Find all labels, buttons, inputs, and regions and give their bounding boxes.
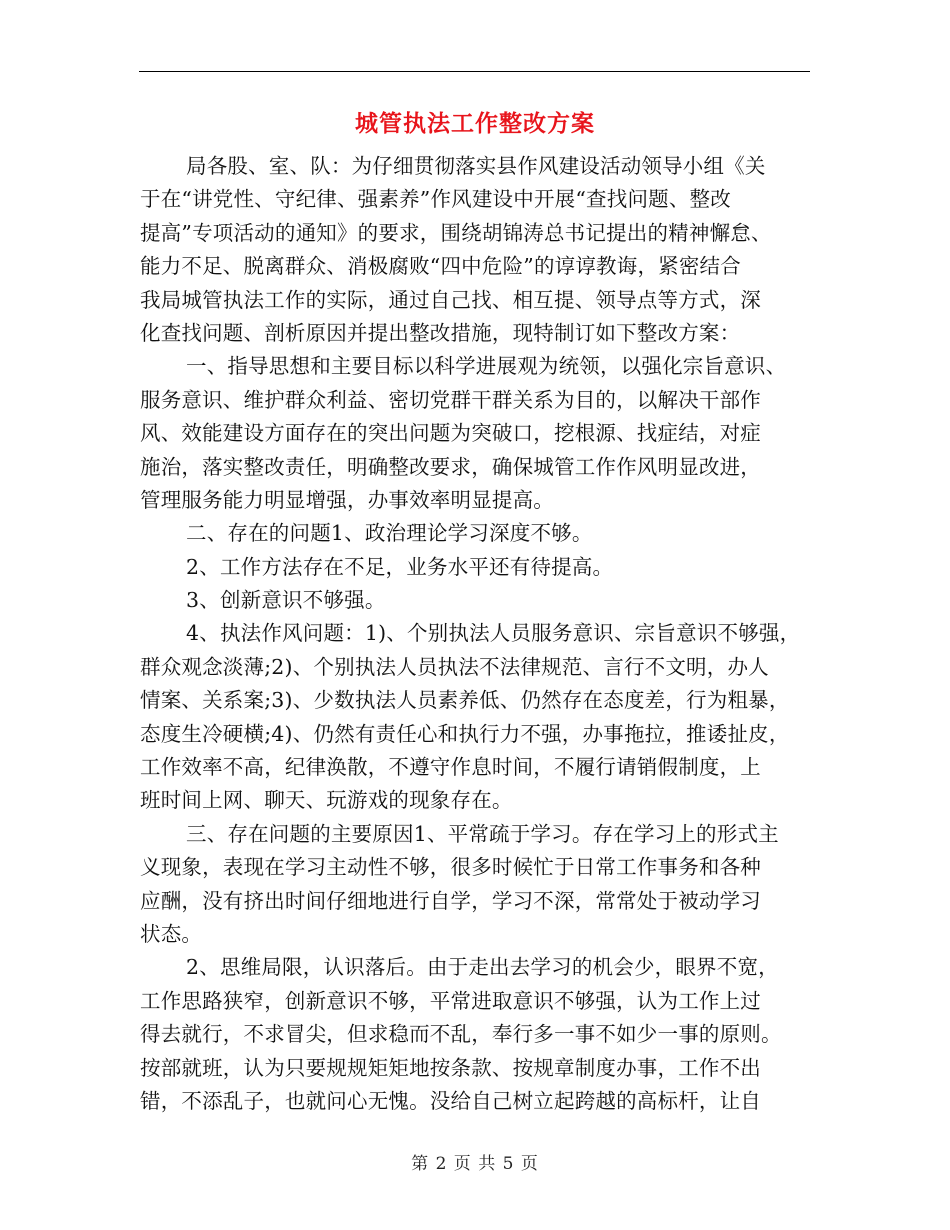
text-line: 义现象，表现在学习主动性不够，很多时候忙于日常工作事务和各种 xyxy=(140,855,761,880)
text-line: 情案、关系案;3)、少数执法人员素养低、仍然存在态度差，行为粗暴， xyxy=(140,688,790,713)
text-line: 群众观念淡薄;2)、个别执法人员执法不法律规范、言行不文明，办人 xyxy=(140,654,769,679)
text-line: 二、存在的问题1、政治理论学习深度不够。 xyxy=(186,521,593,546)
text-line: 服务意识、维护群众利益、密切党群干群关系为目的，以解决干部作 xyxy=(140,387,761,412)
text-line: 工作效率不高，纪律涣散，不遵守作息时间，不履行请销假制度，上 xyxy=(140,755,761,780)
text-line: 按部就班，认为只要规规矩矩地按条款、按规章制度办事，工作不出 xyxy=(140,1055,761,1080)
text-line: 态度生冷硬横;4)、仍然有责任心和执行力不强，办事拖拉，推诿扯皮， xyxy=(140,721,790,746)
text-line: 管理服务能力明显增强，办事效率明显提高。 xyxy=(140,487,554,512)
text-line: 应酬，没有挤出时间仔细地进行自学，学习不深，常常处于被动学习 xyxy=(140,888,761,913)
text-line: 2、工作方法存在不足，业务水平还有待提高。 xyxy=(186,554,614,579)
text-line: 风、效能建设方面存在的突出问题为突破口，挖根源、找症结，对症 xyxy=(140,421,761,446)
document-body xyxy=(140,150,820,1118)
page-number: 第 2 页 共 5 页 xyxy=(411,1154,539,1174)
text-line: 化查找问题、剖析原因并提出整改措施，现特制订如下整改方案： xyxy=(140,320,741,345)
text-line: 2、思维局限，认识落后。由于走出去学习的机会少，眼界不宽， xyxy=(186,955,779,980)
text-line: 提高”专项活动的通知》的要求，围绕胡锦涛总书记提出的精神懈怠、 xyxy=(140,220,772,245)
text-line: 施治，落实整改责任，明确整改要求，确保城管工作作风明显改进， xyxy=(140,454,761,479)
text-line: 工作思路狭窄，创新意识不够，平常进取意识不够强，认为工作上过 xyxy=(140,988,761,1013)
text-line: 错，不添乱子，也就问心无愧。没给自己树立起跨越的高标杆，让自 xyxy=(140,1088,761,1113)
text-line: 我局城管执法工作的实际，通过自己找、相互提、领导点等方式，深 xyxy=(140,287,761,312)
text-line: 局各股、室、队：为仔细贯彻落实县作风建设活动领导小组《关 xyxy=(186,154,766,178)
text-line: 于在“讲党性、守纪律、强素养”作风建设中开展“查找问题、整改 xyxy=(140,187,731,212)
header-rule xyxy=(139,71,810,72)
text-line: 4、执法作风问题：1)、个别执法人员服务意识、宗旨意识不够强， xyxy=(186,621,801,646)
text-line: 三、存在问题的主要原因1、平常疏于学习。存在学习上的形式主 xyxy=(186,821,779,846)
text-line: 状态。 xyxy=(140,921,203,946)
text-line: 一、指导思想和主要目标以科学进展观为统领，以强化宗旨意识、 xyxy=(186,354,787,379)
document-title: 城管执法工作整改方案 xyxy=(355,110,595,137)
text-line: 3、创新意识不够强。 xyxy=(186,588,386,613)
text-line: 班时间上网、聊天、玩游戏的现象存在。 xyxy=(140,788,513,813)
text-line: 能力不足、脱离群众、消极腐败“四中危险”的谆谆教诲，紧密结合 xyxy=(140,254,741,279)
text-line: 得去就行，不求冒尖，但求稳而不乱，奉行多一事不如少一事的原则。 xyxy=(140,1022,782,1047)
